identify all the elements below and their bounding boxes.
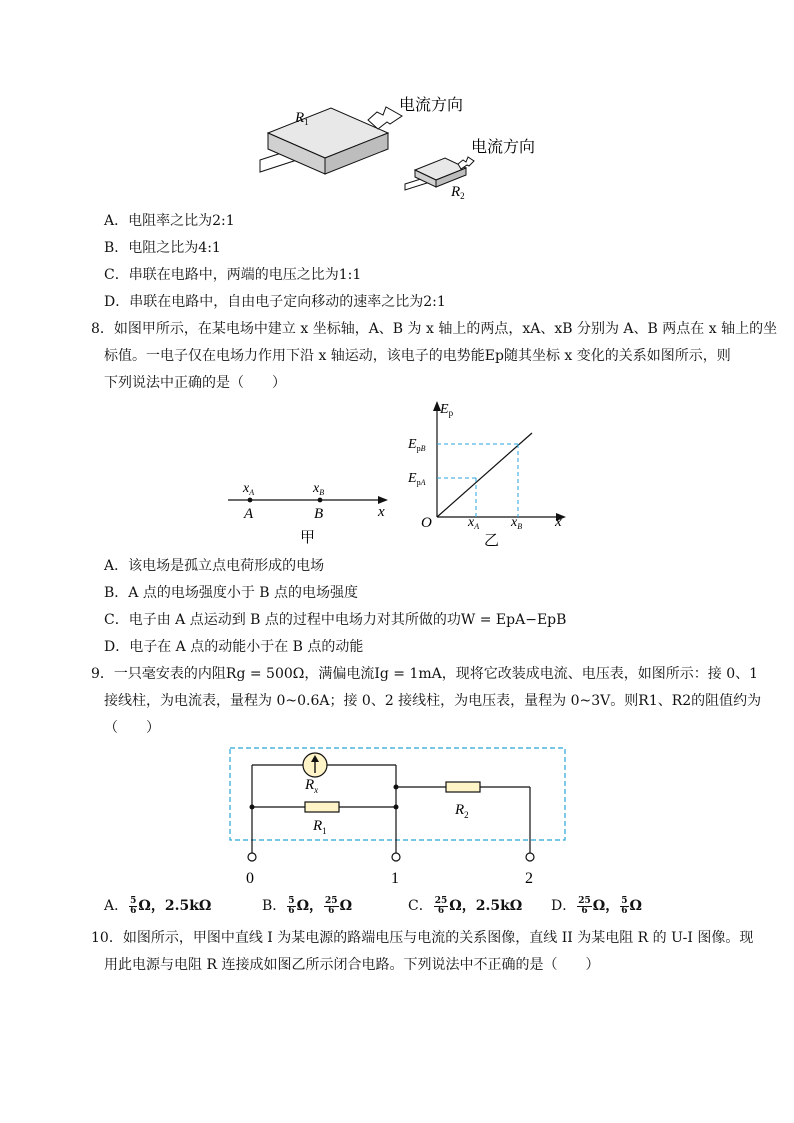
q9-option-b: B． $\frac{5}{6}$ Ω， $\frac{25}{6}$ Ω bbox=[262, 895, 353, 916]
svg-text:xA: $x_A$ bbox=[468, 515, 480, 531]
terminal-0 bbox=[248, 853, 256, 861]
q9-stem-line-2: 接线柱，为电流表，量程为 0~0.6A；接 0、2 接线柱，为电压表，量程为 0~3V。则R1、R2的阻值约为 bbox=[104, 693, 762, 709]
svg-text:O: O bbox=[421, 515, 432, 531]
q9-option-d: D． $\frac{25}{6}$ Ω， $\frac{5}{6}$ Ω bbox=[551, 895, 642, 916]
q8-stem-line-2: 标值。一电子仅在电场力作用下沿 x 轴运动，该电子的电势能Ep随其坐标 x 变化的关系如图所示，则 bbox=[104, 348, 731, 364]
resistor-r2 bbox=[446, 782, 480, 792]
q9-stem-line-1: 9．一只毫安表的内阻Rg = 500Ω，满偏电流Ig = 1mA，现将它改装成电流、电压表，如图所示：接 0、1 bbox=[91, 666, 759, 682]
q10-stem-line-1: 10．如图所示，甲图中直线 I 为某电源的路端电压与电流的关系图像，直线 II 为某电阻 R 的 U-I 图像。现 bbox=[91, 930, 754, 946]
svg-text:2: 2 bbox=[525, 870, 533, 887]
svg-text:乙: 乙 bbox=[484, 533, 500, 547]
label-r2: $R_2$ bbox=[451, 184, 465, 201]
q7-option-c: C．串联在电路中，两端的电压之比为1:1 bbox=[104, 267, 362, 283]
svg-text:A: A bbox=[244, 506, 254, 522]
svg-text:xB: $x_B$ bbox=[511, 515, 523, 531]
q9-option-a: A． $\frac{5}{6}$ Ω，2.5kΩ bbox=[104, 895, 212, 916]
svg-text:Ep: $E_p$ bbox=[440, 402, 454, 418]
svg-text:R1: $R_1$ bbox=[313, 818, 327, 836]
q8-option-c: C．电子由 A 点运动到 B 点的过程中电场力对其所做的功W = EpA−EpB bbox=[104, 612, 567, 628]
terminal-2 bbox=[526, 853, 534, 861]
svg-text:x: x bbox=[555, 514, 562, 530]
svg-text:甲: 甲 bbox=[300, 530, 316, 545]
label-current-direction-2: 电流方向 bbox=[471, 139, 536, 156]
q8-stem-line-1: 8．如图甲所示，在某电场中建立 x 坐标轴，A、B 为 x 轴上的两点，xA、xB 分别为 A、B 两点在 x 轴上的坐 bbox=[91, 321, 778, 337]
svg-text:B: B bbox=[314, 506, 324, 522]
q7-option-d: D．串联在电路中，自由电子定向移动的速率之比为2:1 bbox=[104, 294, 446, 310]
point-a bbox=[248, 498, 253, 503]
figure-yi-ep-graph bbox=[400, 395, 575, 547]
q7-option-a: A．电阻率之比为2:1 bbox=[104, 213, 235, 229]
q10-stem-line-2: 用此电源与电阻 R 连接成如图乙所示闭合电路。下列说法中不正确的是（ ） bbox=[104, 957, 600, 973]
q9-stem-line-3: （ ） bbox=[104, 720, 160, 736]
arrow-current-2 bbox=[458, 157, 474, 169]
q9-option-c: C． $\frac{25}{6}$ Ω，2.5kΩ bbox=[408, 895, 523, 916]
resistor-r1 bbox=[305, 802, 339, 812]
label-r1: $R_1$ bbox=[295, 110, 309, 127]
svg-text:xA: $x_A$ bbox=[243, 481, 255, 497]
svg-text:0: 0 bbox=[246, 870, 254, 887]
svg-text:R2: $R_2$ bbox=[455, 802, 469, 820]
svg-text:xB: $x_B$ bbox=[313, 481, 325, 497]
q8-option-a: A．该电场是孤立点电荷形成的电场 bbox=[104, 558, 325, 574]
svg-text:x: x bbox=[378, 504, 385, 520]
arrow-current-1 bbox=[368, 107, 402, 129]
terminal-1 bbox=[392, 853, 400, 861]
figure-meter-circuit bbox=[225, 745, 570, 890]
figure-conductor-blocks bbox=[255, 88, 555, 203]
svg-text:Rx: $R_x$ bbox=[305, 777, 319, 795]
svg-text:EpA: $E_pA$ bbox=[408, 471, 426, 487]
q8-option-b: B．A 点的电场强度小于 B 点的电场强度 bbox=[104, 585, 359, 601]
svg-text:EpB: $E_pB$ bbox=[408, 437, 426, 453]
q8-stem-line-3: 下列说法中正确的是（ ） bbox=[104, 375, 286, 391]
figure-jia-x-axis bbox=[228, 475, 398, 545]
label-current-direction-1: 电流方向 bbox=[399, 97, 464, 114]
q8-option-d: D．电子在 A 点的动能小于在 B 点的动能 bbox=[104, 639, 364, 655]
svg-text:1: 1 bbox=[391, 870, 399, 887]
point-b bbox=[318, 498, 323, 503]
q7-option-b: B．电阻之比为4:1 bbox=[104, 240, 221, 256]
